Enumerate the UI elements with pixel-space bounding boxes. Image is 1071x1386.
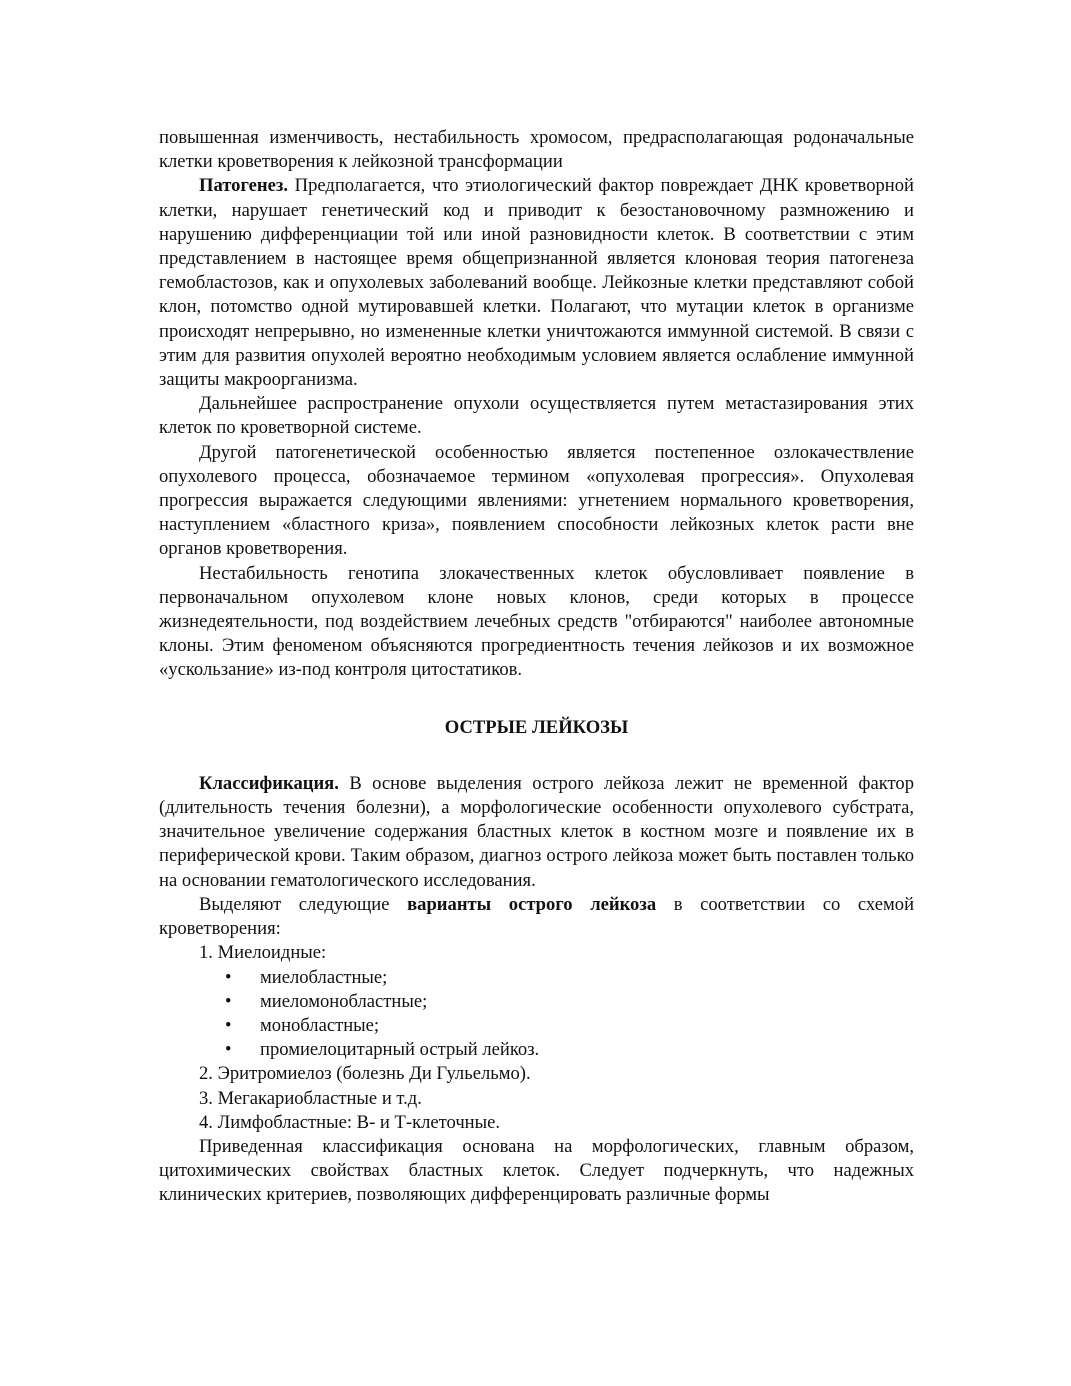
list-item-myeloid: 1. Миелоидные: xyxy=(199,942,327,964)
bullet-icon: • xyxy=(225,1014,232,1036)
paragraph-instability: Нестабильность генотипа злокачественных клеток обусловливает появление в первоначальном опухолевом клоне новых клонов, среди которых в процессе жизнедеятельности, под воздействием лечебных средств "отбираются" наиболее автономные клоны. Этим феноменом объясняются прогредиентность течения лейкозов и их возможное «ускользание» из-под контроля цитостатиков. xyxy=(159,562,914,681)
document-page xyxy=(159,126,914,1208)
paragraph-classification-basis: Приведенная классификация основана на морфологических, главным образом, цитохимических свойствах бластных клеток. Следует подчеркнуть, что надежных клинических критериев, позволяющих дифференцировать различные формы xyxy=(159,1135,914,1206)
pathogenesis-text: Предполагается, что этиологический фактор повреждает ДНК кроветворной клетки, нарушает генетический код и приводит к безостановочному размножению и нарушению дифференциации той или иной разновидности клеток. В соответствии с этим представлением в настоящее время общепризнанной является клоновая теория патогенеза гемобластозов, как и опухолевых заболеваний вообще. Лейкозные клетки представляют собой клон, потомство одной мутировавшей клетки. Полагают, что мутации клеток в организме происходят непрерывно, но измененные клетки уничтожаются иммунной системой. В связи с этим для развития опухолей вероятно необходимым условием является ослабление иммунной защиты макроорганизма. xyxy=(159,175,914,391)
bullet-text: миеломонобластные; xyxy=(260,990,428,1012)
paragraph-pathogenesis xyxy=(159,174,914,392)
variants-text-end: в соответствии со схемой кроветворения: xyxy=(159,893,915,940)
bullet-icon: • xyxy=(225,966,232,988)
section-heading: ОСТРЫЕ ЛЕЙКОЗЫ xyxy=(444,716,629,738)
list-item-megakaryoblastic: 3. Мегакариобластные и т.д. xyxy=(199,1087,422,1109)
variants-bold: варианты острого лейкоза xyxy=(407,893,657,915)
list-item-lymphoblastic: 4. Лимфобластные: В- и Т-клеточные. xyxy=(199,1111,501,1133)
variants-text-start: Выделяют следующие xyxy=(199,893,408,915)
bullet-item xyxy=(225,966,914,990)
myeloid-bullet-list xyxy=(159,966,914,1063)
bullet-text: промиелоцитарный острый лейкоз. xyxy=(260,1039,540,1061)
bullet-text: миелобластные; xyxy=(260,966,388,988)
bullet-item xyxy=(225,990,914,1014)
classification-text: В основе выделения острого лейкоза лежит не временной фактор (длительность течения болезни), а морфологические особенности опухолевого субстрата, значительное увеличение содержания бластных клеток в костном мозге и появление их в периферической крови. Таким образом, диагноз острого лейкоза может быть поставлен только на основании гематологического исследования. xyxy=(159,772,914,891)
paragraph-metastasis: Дальнейшее распространение опухоли осуществляется путем метастазирования этих клеток по кроветворной системе. xyxy=(159,393,914,439)
pathogenesis-label: Патогенез. xyxy=(199,175,289,197)
list-item-erythromyelosis: 2. Эритромиелоз (болезнь Ди Гульельмо). xyxy=(199,1063,531,1085)
bullet-icon: • xyxy=(225,990,232,1012)
bullet-item xyxy=(225,1038,914,1062)
bullet-text: монобластные; xyxy=(260,1014,380,1036)
bullet-item xyxy=(225,1014,914,1038)
paragraph-classification xyxy=(159,772,914,893)
bullet-icon: • xyxy=(225,1039,232,1061)
paragraph-variants xyxy=(159,893,914,941)
classification-label: Классификация. xyxy=(199,772,339,794)
paragraph-intro: повышенная изменчивость, нестабильность хромосом, предрасполагающая родоначальные клетки кроветворения к лейкозной трансформации xyxy=(159,127,914,173)
paragraph-progression: Другой патогенетической особенностью является постепенное озлокачествление опухолевого процесса, обозначаемое термином «опухолевая прогрессия». Опухолевая прогрессия выражается следующими явлениями: угнетением нормального кроветворения, наступлением «бластного криза», появлением способности лейкозных клеток расти вне органов кроветворения. xyxy=(159,441,914,560)
